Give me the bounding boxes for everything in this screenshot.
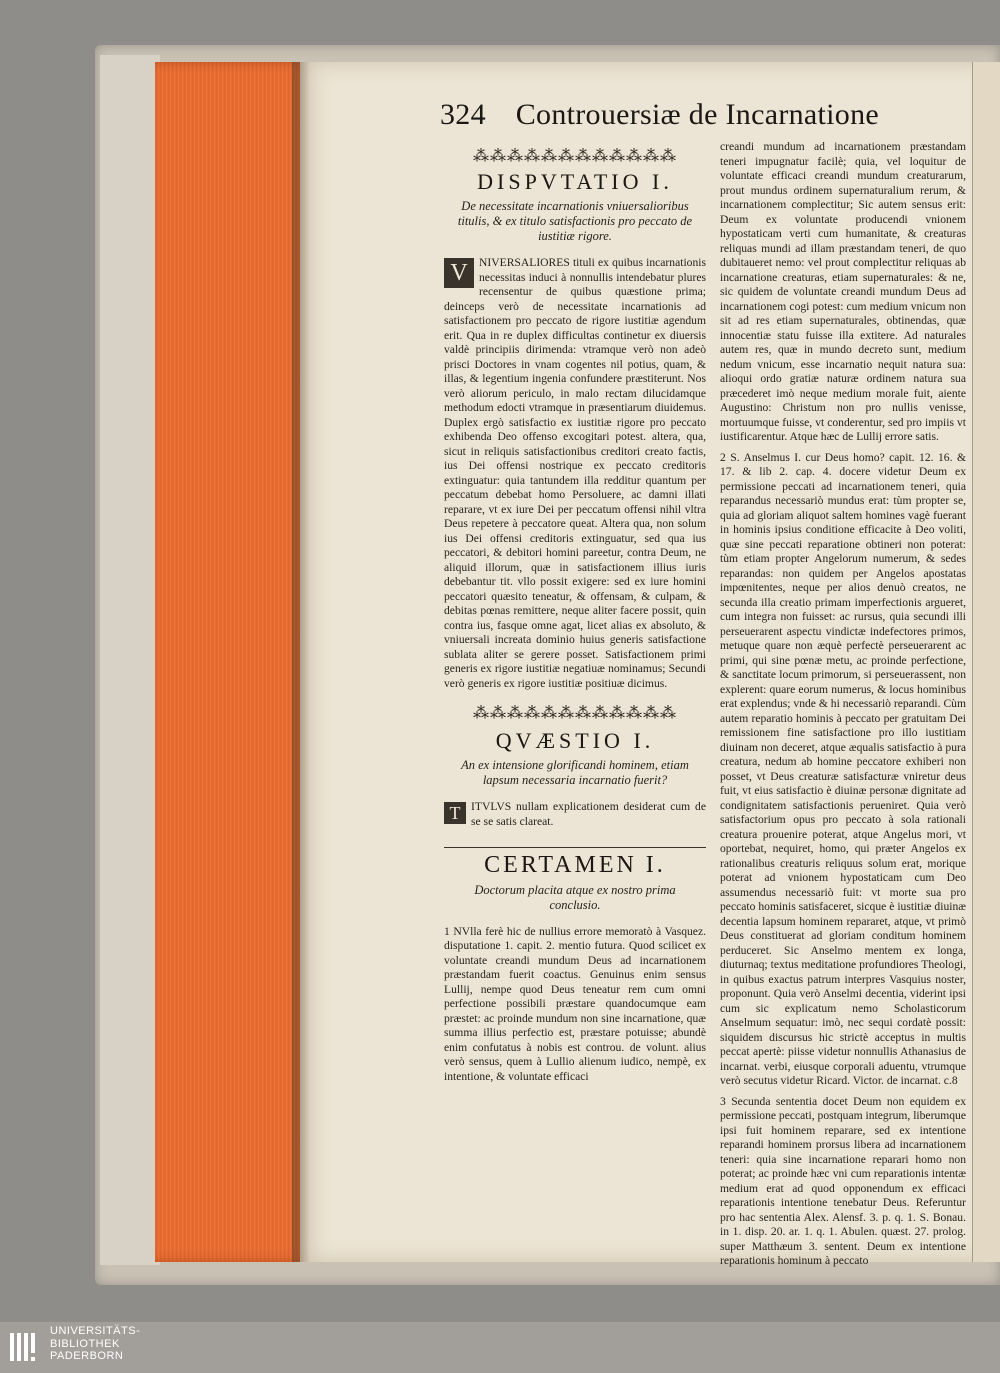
section-rule — [444, 847, 706, 848]
dropcap-initial: V — [444, 258, 474, 288]
ornament-band: ⁂⁂⁂⁂⁂⁂⁂⁂⁂⁂⁂⁂ — [473, 148, 677, 165]
page-edges — [155, 62, 305, 1262]
spine-shadow — [292, 62, 310, 1262]
certamen-subtitle: Doctorum placita atque ex nostro prima conclusio. — [474, 882, 676, 912]
intro-paragraph: NIVERSALIORES tituli ex quibus incarnationis necessitas induci à nonnullis intendebatur plures recensentur de quibus quæstione prima; deinceps verò de necessitate incarnationis ad satisfactionem pro peccato de rigore iustitiæ agendum erit. Qua in re duplex difficultas continetur ex diuersis valdè principiis dirimenda: vtramque verò non adeò prisci Doctores in vnam cogentes nil potius, quam, & illas, & legentium ingenia confundere præstiterunt. Nos verò aliorum periculo, in malo rectam dilucidamque methodum edocti vtramque in præsentiarum diuidemus. Duplex ergò satisfactio ex iustitiæ rigore pro peccato exhibenda Deo offenso excogitari potest. altera, qua, sicut in reliquis satisfactionibus creditori creato factis, ius Dei offensi nostrique ex peccato creditoris extinguatur: quia tantundem illa redditur quantum per peccatum debebat homo Persoluere, ac damni illati reparare, vt ex iure Dei per peccatum offensi nihil vltra Deus repetere à peccatore queat. Altera qua, non solum ius Dei offensi creditoris extinguatur, sed qua ius peccatori, & debitori homini pareetur, contra Deum, ne aliquid illorum, quæ in satisfactionem illius iuris debebantur tit. vllo possit exigere: sed ex iure homini peccatori quæsito teneatur, & offensam, & culpam, & debitas pœnas remittere, neque aliter facere possit, quin contra ius, fasque omne agat, licet alias ex absoluto, & vniuersali increata dominio huius generis satisfactione sublata aliter se gerere posset. Satisfactionem primi generis ex rigore iustitiæ negatiuæ nominamus; Secundi verò generis ex rigore iustitiæ positiuæ dicimus. — [444, 256, 706, 690]
disputatio-subtitle: De necessitate incarnationis vniuersalioribus titulis, & ex titulo satisfactionis pro peccato de iustitiæ rigore. — [457, 199, 693, 243]
library-name — [50, 1325, 140, 1363]
right-paragraph-3: 3 Secunda sententia docet Deum non equidem ex permissione peccati, postquam integrum, liberumque ipsi fuit hominem reparare, sed ex intentione reparandi hominem prorsus libera ad incarnationem teneri: quia sine incarnatione reparari homo non poterat; ac proinde hæc vni cum reparationis intentæ medium erat ad quod opponendum ex efficaci reparationis intentione tenebatur Deus. Referuntur pro hac sententia Alex. Alensf. 3. p. q. 1. S. Bonau. in 1. disp. 20. ar. 1. q. 1. Abulen. quæst. 27. prolog. super Matthæum 3. sentent. Deum ex intentione reparationis hominum à peccato — [720, 1094, 966, 1267]
certamen-title: CERTAMEN I. — [484, 852, 666, 878]
right-paragraph-1: creandi mundum ad incarnationem præstandam teneri impugnatur facilè; quia, vel loquitur de voluntate efficaci creandi mundum creaturarum, prout mundus ordinem supernaturalium rerum, & incarnationem complectitur; Sic autem sensus erit: Deum ex voluntate producendi vnionem hypostaticam verti cum humanitate, & creaturas reliquas mundi ad illam præstandam teneri, de quo dubitaueret nemo: vel prout complectitur reliquas ab incarnatione creaturas, etiam supernaturales: & ne, sic quidem de voluntate creandi mundum Deus ad incarnationem cogi potest: cum medium vnicum non sit ad res etiam supernaturales, obtinendas, quæ innocentiæ statu fuisse illa extitere. Ad naturales autem res, quæ in mundo decreto sunt, medium nedum vnicum, esse incarnatio nequit natura sua: alioqui ordo gratiæ naturæ ordinem natura sua præcederet imò neque medium morale fuit, aiente Augustino: Christum non pro nullis venisse, mortuumque fuisse, vt conderentur, sed pro impiis vt iustificarentur. Atque hæc de Lullij errore satis. — [720, 140, 966, 443]
quaestio-title: QVÆSTIO I. — [495, 727, 655, 753]
left-column — [444, 150, 706, 1090]
running-header — [440, 98, 879, 132]
paragraph-1: 1 NVlla ferè hic de nullius errore memoratò à Vasquez. disputatione 1. capit. 2. mentio futura. Quod scilicet ex voluntate creandi mundum Deus ad incarnationem præstandam fuerit coactus. Genuinus enim sensus Lullij, nempe quod Deus teneatur rem cum omni perfectione possibili præstare quandocumque eam præstet: ac proinde mundum non sine incarnatione, quæ summa illius perfectio est, præstare potuisse; abundè enim confutatus à nobis est controu. de volunt. alius verò sensus, quem à Lullio alienum iudico, nempè, ex intentione, & voluntate efficaci — [444, 924, 706, 1083]
library-name-line-3: PADERBORN — [50, 1350, 124, 1362]
library-name-line-1: UNIVERSITÄTS- — [50, 1325, 141, 1337]
disputatio-title: DISPVTATIO I. — [477, 168, 673, 194]
running-title: Controuersiæ de Incarnatione — [515, 98, 880, 131]
right-column — [720, 140, 966, 1275]
footer-bar — [0, 1322, 1000, 1373]
facing-page-edge — [972, 62, 1000, 1262]
right-paragraph-2: 2 S. Anselmus I. cur Deus homo? capit. 12. 16. & 17. & lib 2. cap. 4. docere videtur Deum ex permissione peccati ad incarnationem teneri, quia reparandus necessariò mundus erat: tùm propter se, quia ad gloriam aliquot saltem homines vagè fuerant in hominis ipsius conditione efficacite à Deo voliti, quæ sine peccati reparatione obtineri non poterat: tùm etiam propter Angelorum numerum, & sedes reparandas: non quidem per Angelos apostatas impœnitentes, neque per alios denuò creatos, ne secunda illa creatio primam imperfectionis argueret, cum integra non fuisset: ac rursus, quia secundi illi perseuerarent aspectu vindictæ indefectores primos, metuque quare non æquè perfectè perseuerarent ac primi, qui sine pœnæ metu, ac proinde perfectione, & sanctitate locum primorum, si perseuerassent, non explerent: quare eorum numerus, & locus hominibus erat explendus; vnde & hi necessariò reparandi. Cùm autem reparatio hominis à peccato per gratuitam Dei remissionem fine satisfactione pro illo iustitiam diuinam non deceret, atque æqualis satisfactio à pura creatura, nedum ab homine peccatore exhiberi non posset, vt Deus creaturæ satisfacturæ vniretur deus fuit, vt eius satisfactio è diuinæ personæ dignitate ad condignitatem satisfactionis perueniret. Quia verò satisfactorium opus pro peccato à sola rationali creatura prouenire poterat, atque Angelus mori, vt oportebat, nequiret, homo, qui præter Angelos ex rationalibus creaturis reliquus solum erat, morique poterat ad vnionem hypostaticam cum Deo assumendus necessariò fuit: vt morte sua pro peccato hominis satisfaceret, sicque è iustitiæ diuinæ decentia lapsum hominem repararet, atque, vt primò Deus constituerat ad gloriam conditum hominem perduceret. Sic Anselmo mentem ex longa, diuturnaq; textus meditatione profundiores Theologi, in quibus exactus patrum interpres Vasquius noster, proponunt. Quia verò Anselmi decentia, viderint ipsi cum sic explicatum nemo Scholasticorum Anselmum sequatur: imò, nec sequi cordatè possit: siquidem discursus hic strictè acceptus in multis peccat apertè: piisse videtur nonnullis Athanasius de incarnat. verbi, eiusque corporali aduentu, vtrumque verò secutus videtur Ricard. Victor. de incarnat. c.8 — [720, 450, 966, 1087]
dropcap-initial-2: T — [444, 802, 466, 824]
library-name-line-2: BIBLIOTHEK — [50, 1337, 120, 1350]
page-number: 324 — [440, 98, 486, 131]
titulus-paragraph: ITVLVS nullam explicationem desiderat cum de se se satis clareat. — [471, 800, 706, 828]
library-logo-icon — [8, 1329, 44, 1365]
book-board — [100, 55, 160, 1265]
ornament-band-2: ⁂⁂⁂⁂⁂⁂⁂⁂⁂⁂⁂⁂ — [473, 705, 677, 722]
quaestio-subtitle: An ex intensione glorificandi hominem, etiam lapsum necessaria incarnatio fuerit? — [461, 758, 689, 787]
